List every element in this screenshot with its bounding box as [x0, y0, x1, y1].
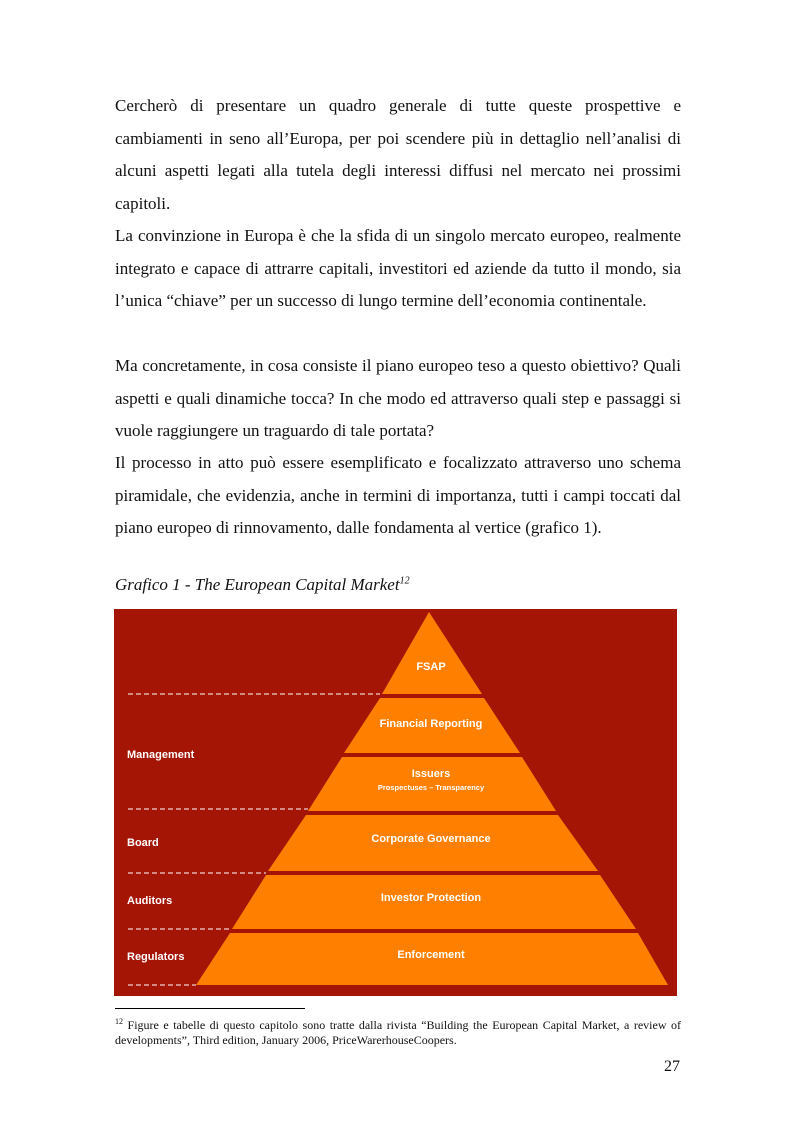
tier-financial-reporting-label: Financial Reporting	[379, 718, 483, 730]
side-label-board: Board	[127, 837, 159, 849]
caption-text: Grafico 1 - The European Capital Market	[115, 575, 400, 594]
footnote	[115, 1014, 681, 1048]
figure-caption	[115, 575, 410, 595]
side-label-auditors: Auditors	[127, 895, 173, 907]
footnote-rule	[115, 1008, 305, 1009]
footnote-text: Figure e tabelle di questo capitolo sono tratte dalla rivista “Building the European Capital Market, a review of developments”, Third edition, January 2006, PriceWarerhouseCoopers.	[115, 1018, 682, 1047]
tier-enforcement-label: Enforcement	[397, 949, 465, 961]
tier-fsap-label: FSAP	[416, 661, 446, 673]
pyramid-figure	[114, 609, 677, 996]
page-number: 27	[664, 1058, 680, 1075]
paragraph-conviction: La convinzione in Europa è che la sfida di un singolo mercato europeo, realmente integrato e capace di attrarre capitali, investitori ed aziende da tutto il mondo, sia l’unica “chiave” per un successo di lungo termine dell’economia continentale.	[115, 226, 681, 310]
pyramid-svg	[114, 609, 677, 996]
paragraph-process: Il processo in atto può essere esemplificato e focalizzato attraverso uno schema piramidale, che evidenzia, anche in termini di importanza, tutti i campi toccati dal piano europeo di rinnovamento, dalle fondamenta al vertice (grafico 1).	[115, 453, 681, 537]
side-label-regulators: Regulators	[127, 951, 185, 963]
tier-corporate-governance-label: Corporate Governance	[371, 833, 491, 845]
side-label-management: Management	[127, 749, 195, 761]
caption-footnote-ref: 12	[399, 575, 410, 587]
tier-investor-protection-label: Investor Protection	[380, 892, 482, 904]
paragraph-intro: Cercherò di presentare un quadro generale di tutte queste prospettive e cambiamenti in seno all’Europa, per poi scendere più in dettaglio nell’analisi di alcuni aspetti legati alla tutela degli interessi diffusi nel mercato nei prossimi capitoli.	[115, 96, 681, 213]
footnote-ref: 12	[115, 1017, 123, 1026]
tier-issuers-label: Issuers	[411, 768, 451, 780]
paragraph-questions: Ma concretamente, in cosa consiste il piano europeo teso a questo obiettivo? Quali aspetti e quali dinamiche tocca? In che modo ed attraverso quali step e passaggi si vuole raggiungere un traguardo di tale portata?	[115, 356, 681, 440]
tier-fsap-band	[382, 612, 482, 694]
tier-issuers-sublabel: Prospectuses – Transparency	[377, 783, 485, 792]
